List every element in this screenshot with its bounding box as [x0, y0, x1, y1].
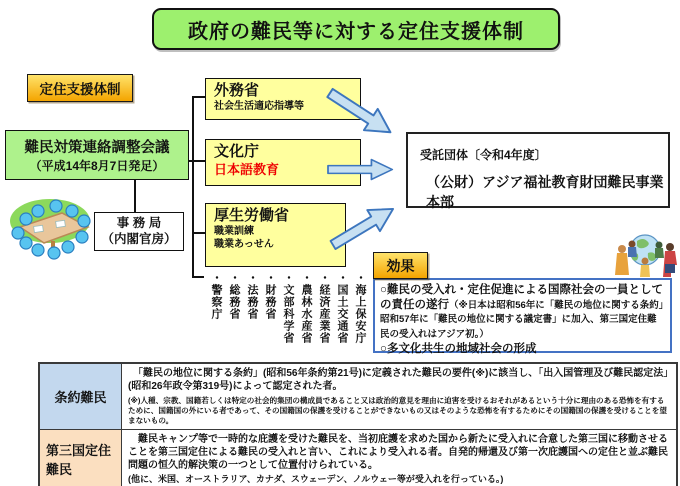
council-to-secretariat-line [134, 177, 136, 213]
council-box [5, 130, 189, 180]
stub-others-line [192, 276, 204, 278]
stub-gaimusho-line [192, 96, 206, 98]
contractor-name: （公財）アジア福祉教育財団難民事業本部 [426, 174, 664, 210]
mhlw-name: 厚生労働省 [214, 207, 290, 224]
bunka-role: 日本語教育 [214, 162, 280, 177]
council-to-trunk-line [186, 160, 206, 162]
row-convention-refugee-header: 条約難民 [40, 364, 122, 430]
secretariat-name: 事 務 局 [116, 215, 162, 230]
ministry-jcg: ・海上保安庁 [354, 272, 366, 344]
secretariat-org: （内閣官房） [101, 231, 177, 246]
bunka-name: 文化庁 [214, 143, 260, 160]
meeting-clipart [4, 193, 96, 267]
mhlw-role-2: 職業あっせん [214, 239, 274, 250]
ministry-soumu: ・総務省 [228, 272, 240, 320]
ministry-mlit: ・国土交通省 [336, 272, 348, 344]
people-around-globe-clipart [615, 231, 677, 284]
arrow-bunka-to-contractor [328, 158, 394, 181]
effects-item-1-note: （※日本は昭和56年に「難民の地位に関する条約」昭和57年に「難民の地位に関する議定書」に加入、第三国定住難民の受入れはアジア初。） [380, 299, 664, 341]
effects-item-2: ○多文化共生の地域社会の形成 [380, 342, 537, 355]
trunk-line [192, 96, 194, 278]
arrow-mofa-to-contractor [322, 80, 400, 145]
effects-item-1 [380, 283, 665, 342]
effects-box [373, 278, 672, 353]
settlement-system-label: 定住支援体制 [27, 74, 133, 102]
page-title-text: 政府の難民等に対する定住支援体制 [188, 20, 524, 43]
mhlw-role-1: 職業訓練 [214, 226, 254, 237]
council-founded-date: （平成14年8月7日発足） [29, 159, 165, 173]
resettlement-refugee-note: (他に、米国、オーストラリア、カナダ、スウェーデン、ノルウェー等が受入れを行っている。) [128, 473, 504, 484]
contractor-label: 受託団体〔令和4年度〕 [420, 148, 547, 162]
council-name: 難民対策連絡調整会議 [24, 140, 170, 156]
other-ministries-list [203, 272, 369, 352]
effects-item-1-main: ○難民の受入れ・定住促進による国際社会の一員としての責任の遂行 [380, 284, 663, 311]
stub-kosei-line [192, 232, 206, 234]
row-resettlement-refugee-body [122, 430, 676, 486]
contractor-box [406, 132, 670, 208]
mofa-role: 社会生活適応指導等 [214, 101, 304, 112]
refugee-definition-table [38, 362, 678, 486]
secretariat-box [94, 212, 184, 251]
ministry-mext: ・文部科学省 [282, 272, 294, 344]
convention-refugee-note: (※)人種、宗教、国籍若しくは特定の社会的集団の構成員であること又は政治的意見を理由に迫害を受けるおそれがあるという十分に理由のある恐怖を有するために、国籍国の外にいる者であって、その国籍国の保護を受けることができないもの又はそのような恐怖を有するためにその国籍国の保護を受けることを望まないもの。 [128, 396, 667, 425]
ministry-npa: ・警察庁 [210, 272, 222, 320]
ministry-houmu: ・法務省 [246, 272, 258, 320]
convention-refugee-definition: 「難民の地位に関する条約」(昭和56年条約第21号)に定義された難民の要件(※)に該当し、「出入国管理及び難民認定法」(昭和26年政令第319号)によって認定された者。 [128, 368, 669, 392]
effects-label: 効果 [373, 252, 428, 279]
mofa-name: 外務省 [214, 82, 260, 99]
ministry-meti: ・経済産業省 [318, 272, 330, 344]
ministry-maff: ・農林水産省 [300, 272, 312, 344]
ministry-zaimu: ・財務省 [264, 272, 276, 320]
mhlw-box [205, 203, 346, 267]
page-title [152, 8, 560, 50]
row-resettlement-refugee-header: 第三国定住難民 [40, 430, 122, 486]
row-convention-refugee-body [122, 364, 676, 430]
resettlement-refugee-definition: 難民キャンプ等で一時的な庇護を受けた難民を、当初庇護を求めた国から新たに受入れに合意した第三国に移動させることを第三国定住による難民の受入れと言い、これにより受入れる者。自発的帰還及び第一次庇護国への定住と並ぶ難民問題の恒久的解決策の一つとして位置付けられている。 [128, 433, 668, 471]
